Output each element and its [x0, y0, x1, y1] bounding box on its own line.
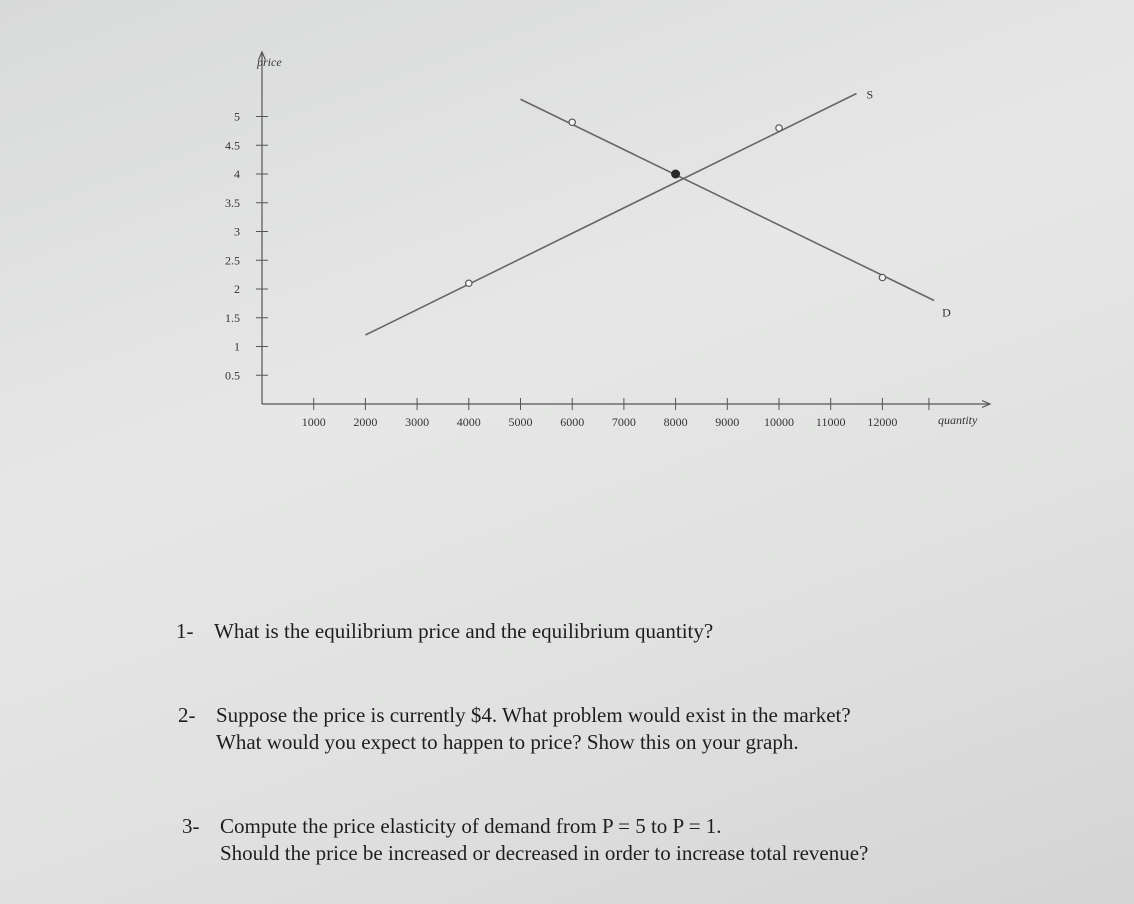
chart-curves — [365, 88, 951, 336]
y-tick-label: 3 — [234, 224, 240, 239]
question-text: Suppose the price is currently $4. What problem would exist in the market? — [216, 703, 851, 727]
y-tick-label: 0.5 — [225, 368, 240, 383]
y-tick-label: 2 — [234, 282, 240, 296]
curve-label-s: S — [866, 87, 874, 102]
x-tick-label: 6000 — [560, 415, 585, 429]
x-tick-label: 12000 — [867, 415, 898, 429]
question-1 — [176, 618, 713, 645]
x-tick-label: 1000 — [301, 415, 326, 429]
y-tick-label: 3.5 — [225, 195, 240, 210]
question-3 — [182, 813, 868, 867]
y-tick-label: 1.5 — [225, 310, 240, 325]
question-number: 1- — [176, 619, 194, 643]
x-tick-label: 2000 — [353, 415, 378, 429]
y-tick-label: 1 — [234, 339, 240, 354]
curve-label-d: D — [942, 305, 951, 320]
curve-s — [365, 94, 856, 336]
equilibrium-point — [671, 170, 680, 179]
x-tick-label: 7000 — [611, 415, 636, 429]
x-tick-label: 3000 — [405, 415, 430, 429]
chart-axes — [259, 52, 991, 408]
open-point-s — [466, 280, 472, 286]
x-tick-label: 4000 — [456, 415, 481, 429]
question-text: Compute the price elasticity of demand from P = 5 to P = 1. — [220, 814, 722, 838]
question-number: 2- — [178, 703, 196, 727]
open-point-s — [776, 125, 782, 131]
x-axis-ticks — [302, 398, 929, 429]
question-number: 3- — [182, 814, 200, 838]
y-tick-label: 2.5 — [225, 253, 240, 268]
x-tick-label: 10000 — [764, 415, 794, 429]
x-tick-label: 5000 — [508, 415, 533, 429]
question-2 — [178, 702, 851, 756]
x-tick-label: 9000 — [715, 415, 740, 429]
x-tick-label: 8000 — [663, 415, 688, 429]
question-text: What is the equilibrium price and the equilibrium quantity? — [214, 619, 714, 643]
question-text: Should the price be increased or decreased in order to increase total revenue? — [220, 841, 869, 865]
x-tick-label: 11000 — [815, 415, 846, 429]
open-point-d — [879, 274, 885, 280]
y-tick-label: 4 — [234, 167, 240, 181]
y-tick-label: 5 — [234, 109, 240, 124]
y-axis-title: price — [257, 55, 282, 69]
open-point-d — [569, 119, 575, 125]
curve-d — [521, 99, 935, 300]
x-axis-title: quantity — [938, 413, 978, 427]
question-text: What would you expect to happen to price? Show this on your graph. — [216, 730, 799, 754]
y-tick-label: 4.5 — [225, 138, 240, 153]
